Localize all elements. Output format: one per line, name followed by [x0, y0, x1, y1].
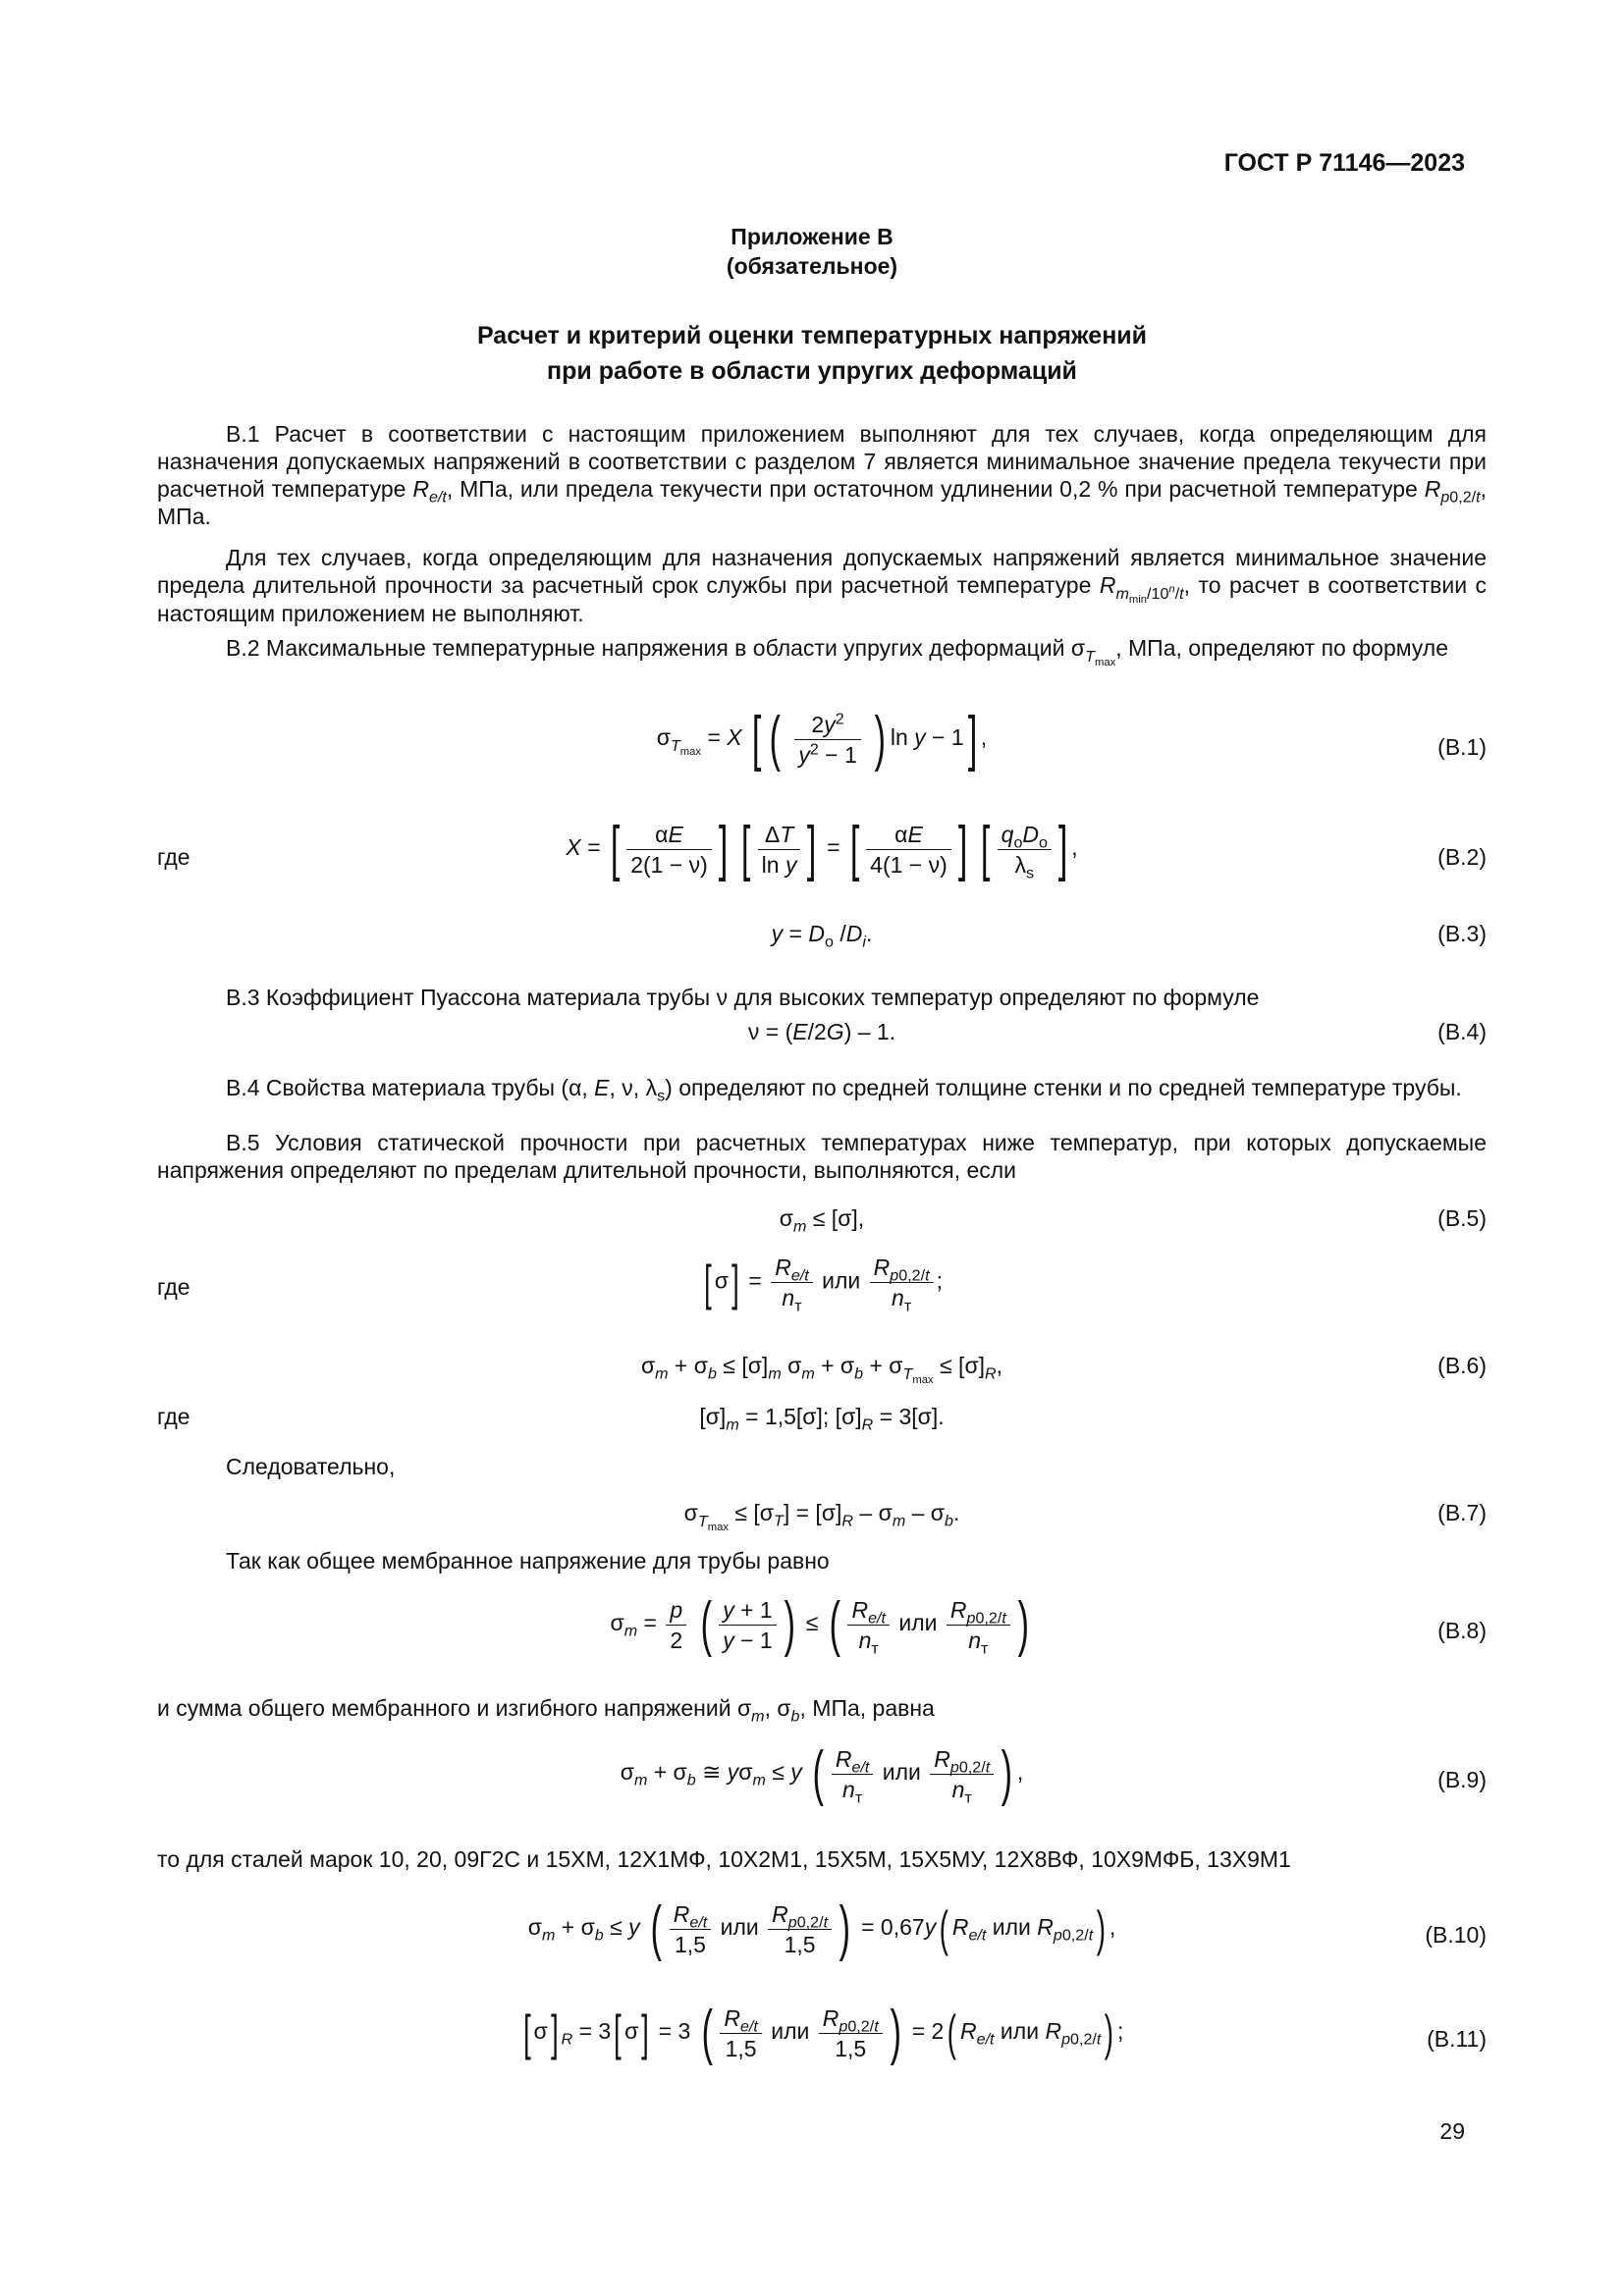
equation-limits: где $[\sigma]_m = 1,5[\sigma]$; $[\sigma]_R = 3[\sigma]$. [157, 1404, 945, 1434]
paragraph-sum: и сумма общего мембранного и изгибного напряжений $\sigma_m$, $\sigma_b$, МПа, равна [157, 1695, 935, 1726]
equation-b10: $\sigma_m + \sigma_b \le y$ ( $\frac{R_{e/t}}{1,5}$ или $\frac{R_{p0,2/t}}{1,5}$ ) = 0,67y( $R_{e/t}$ или $R_{p0,2/t}$) , (В.10) [527, 1895, 1487, 1962]
equation-allowable-stress: где [ σ] = $\frac{R_{e/t}}{n_т}$ или $\frac{R_{p0,2/t}}{n_т}$ ; [157, 1255, 943, 1315]
page-number: 29 [1439, 2118, 1465, 2144]
equation-b9: $\sigma_m + \sigma_b$ ≅ $y\sigma_m \le y$ ( $\frac{R_{e/t}}{n_т}$ или $\frac{R_{p0,2/t}}{n_т}$ ) , (В.9) [620, 1739, 1487, 1807]
equation-b8: $\sigma_m$ = $\frac{p}{2}$ ( $\frac{y + 1}{y - 1}$ ) ≤ ( $\frac{R_{e/t}}{n_т}$ или $\frac{R_{p0,2/t}}{n_т}$ ) (В.8) [610, 1590, 1487, 1658]
section-title-line2: при работе в области упругих деформаций [547, 357, 1077, 385]
paragraph-steels: то для сталей марок 10, 20, 09Г2С и 15ХМ, 12Х1МФ, 10Х2М1, 15Х5М, 15Х5МУ, 12Х8ВФ, 10Х9МФБ, 13Х9М1 [157, 1846, 1291, 1872]
paragraph-b1: В.1 Расчет в соответствии с настоящим приложением выполняют для тех случаев, когда определяющим для назначения допускаемых напряжений в соответствии с разделом 7 является минимальное значение предела текучести при расчетной температуре $R_{e/t}$, МПа, или предела текучести при остаточном удлинении 0,2 % при расчетной температуре $R_{p0,2/t}$, МПа. [157, 421, 1487, 529]
equation-b5: $\sigma_m \le [\sigma]$, (В.5) [779, 1205, 1487, 1236]
section-title-line1: Расчет и критерий оценки температурных напряжений [476, 322, 1148, 349]
paragraph-b3: В.3 Коэффициент Пуассона материала трубы ν для высоких температур определяют по формуле [226, 985, 1260, 1010]
paragraph-b2: В.2 Максимальные температурные напряжения в области упругих деформаций $\sigma_{T_{max}}$, МПа, определяют по формуле [226, 635, 1449, 668]
appendix-status: (обязательное) [726, 253, 898, 279]
equation-b2: где X = [ $\frac{\alpha E}{2(1 - \nu)}$ ] [ $\frac{\Delta T}{\text{ln y}}$ ] = [ $\frac{\alpha E}{4(1 - \nu)}$ ] [ $\frac{q_oD_o}{\lambda_s}$ ] , (В.2) [157, 815, 1487, 882]
document-header: ГОСТ Р 71146—2023 [1223, 149, 1465, 177]
equation-b6: $\sigma_m + \sigma_b \le [\sigma]_m$ $\sigma_m + \sigma_b + \sigma_{T_{max}} \le [\sigma]_R$, (В.6) [640, 1353, 1487, 1386]
equation-b1: $\sigma_{T_{max}} = X$ [ ( $\frac{2y^2}{y^2 - 1}$ ) ln y − 1] , (В.1) [656, 705, 1487, 773]
equation-b7: $\sigma_{T_{max}} \le [\sigma_T] = [\sigma]_R - \sigma_m - \sigma_b$. (В.7) [683, 1500, 1487, 1533]
paragraph-membrane: Так как общее мембранное напряжение для трубы равно [226, 1548, 830, 1574]
paragraph-consequently: Следовательно, [226, 1454, 396, 1479]
equation-b11: [ σ] $_R$ = 3[ σ] = 3 ( $\frac{R_{e/t}}{1,5}$ или $\frac{R_{p0,2/t}}{1,5}$ ) = 2( $R_{e/t}$ или $R_{p0,2/t}$) ; (В.11) [522, 1999, 1487, 2066]
appendix-label: Приложение В [731, 224, 893, 249]
paragraph-b5: В.5 Условия статической прочности при расчетных температурах ниже температур, при которых допускаемые напряжения определяют по пределам длительной прочности, выполняются, если [157, 1130, 1487, 1183]
paragraph-b4: В.4 Свойства материала трубы (α, E, ν, $\lambda_s$) определяют по средней толщине стенки и по средней температуре трубы. [226, 1075, 1462, 1105]
equation-b3: $y = D_o$ $/D_i$. (В.3) [771, 921, 1487, 951]
equation-b4: ν = (E/2G) – 1. (В.4) [747, 1019, 1487, 1044]
paragraph-b1-cont: Для тех случаев, когда определяющим для назначения допускаемых напряжений является минимальное значение предела длительной прочности за расчетный срок службы при расчетной температуре $R_{m_{min}/10^n/t}$, то расчет в соответствии с настоящим приложением не выполняют. [157, 545, 1488, 626]
